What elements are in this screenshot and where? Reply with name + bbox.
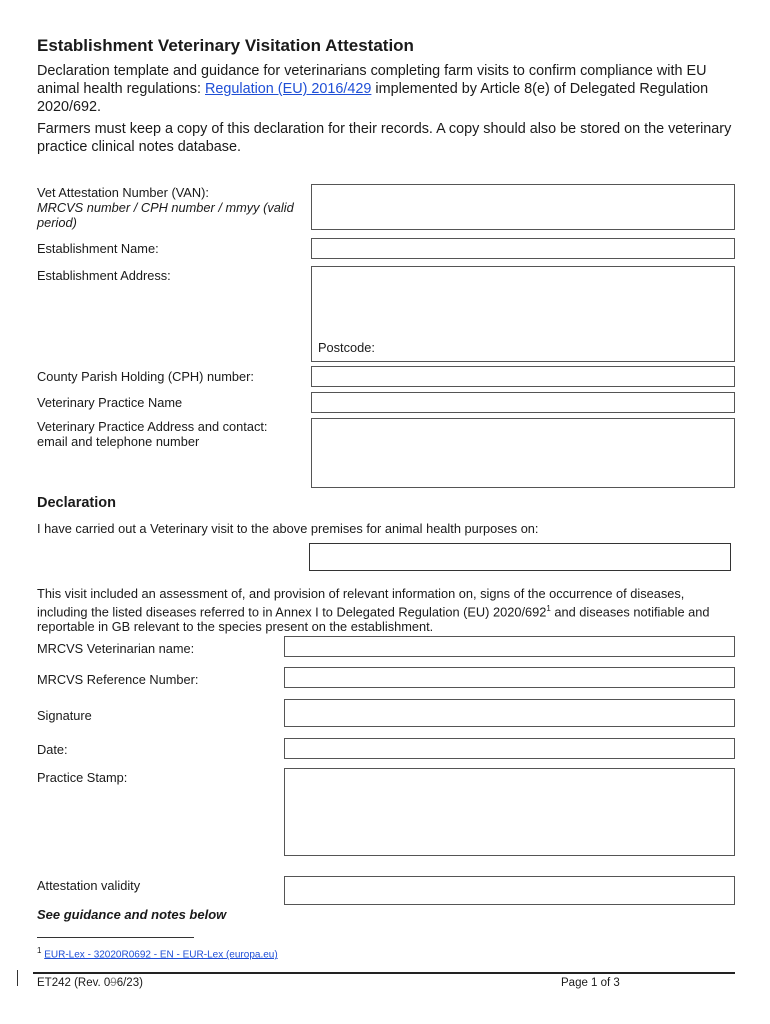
regulation-link[interactable]: Regulation (EU) 2016/429 — [205, 81, 372, 97]
date-input[interactable] — [284, 738, 735, 759]
page-title: Establishment Veterinary Visitation Attestation — [37, 36, 414, 55]
footnote — [37, 946, 278, 960]
vet-name-input[interactable] — [284, 636, 735, 657]
validity-label: Attestation validity — [37, 878, 141, 893]
establishment-name-input[interactable] — [311, 238, 735, 259]
practice-address-input[interactable] — [311, 418, 735, 488]
records-paragraph: Farmers must keep a copy of this declaration for their records. A copy should also be stored on the veterinary practice clinical notes database. — [37, 121, 732, 155]
declaration-heading: Declaration — [37, 495, 116, 511]
assessment-text-1: This visit included an assessment of, and provision of relevant information on, signs of the occurrence of diseases, including the listed diseases referred to in Annex I to Delegated Regulation (EU) 2020/692 — [37, 586, 685, 620]
form-ref-suffix: 6/23) — [116, 977, 143, 989]
van-label: Vet Attestation Number (VAN): — [37, 185, 209, 200]
signature-label: Signature — [37, 708, 92, 723]
guidance-note: See guidance and notes below — [37, 907, 227, 922]
assessment-text-2: and diseases notifiable and reportable in GB relevant to the species present on the establishment. — [37, 604, 710, 635]
form-ref-prefix: ET242 (Rev. 0 — [37, 977, 111, 989]
footnote-ref: 1 — [546, 604, 551, 613]
postcode-label: Postcode: — [318, 340, 375, 355]
cph-input[interactable] — [311, 366, 735, 387]
vet-name-label: MRCVS Veterinarian name: — [37, 641, 195, 656]
practice-name-input[interactable] — [311, 392, 735, 413]
footer-rule — [33, 972, 735, 974]
practice-name-label: Veterinary Practice Name — [37, 395, 183, 410]
reference-input[interactable] — [284, 667, 735, 688]
margin-change-bar — [17, 970, 18, 986]
intro-paragraph — [37, 62, 737, 116]
stamp-box[interactable] — [284, 768, 735, 856]
van-hint-text: MRCVS number / CPH number / mmyy (valid period) — [37, 200, 294, 230]
van-hint — [37, 200, 297, 230]
stamp-label: Practice Stamp: — [37, 770, 128, 785]
visit-date-input[interactable] — [309, 543, 731, 571]
assessment-paragraph — [37, 586, 737, 634]
date-label: Date: — [37, 742, 68, 757]
footnote-rule — [37, 937, 194, 938]
form-reference — [37, 977, 143, 989]
declaration-statement: I have carried out a Veterinary visit to the above premises for animal health purposes on: — [37, 521, 539, 536]
establishment-address-label: Establishment Address: — [37, 268, 171, 283]
establishment-name-label: Establishment Name: — [37, 241, 159, 256]
validity-input[interactable] — [284, 876, 735, 905]
page-number: Page 1 of 3 — [561, 977, 620, 989]
van-input[interactable] — [311, 184, 735, 230]
intro-text-1: Declaration template and guidance for veterinarians completing farm visits to confirm compliance with EU animal health regulations: — [37, 63, 707, 97]
intro-text-2: implemented by Article 8(e) of Delegated Regulation 2020/692. — [37, 81, 709, 115]
form-ref-struck: 9 — [110, 977, 117, 989]
cph-label: County Parish Holding (CPH) number: — [37, 369, 254, 384]
signature-input[interactable] — [284, 699, 735, 727]
eur-lex-link[interactable]: EUR-Lex - 32020R0692 - EN - EUR-Lex (europa.eu) — [44, 949, 278, 961]
footnote-number: 1 — [37, 946, 42, 955]
establishment-address-input[interactable] — [311, 266, 735, 362]
reference-label: MRCVS Reference Number: — [37, 672, 199, 687]
practice-address-label: Veterinary Practice Address and contact: email and telephone number — [37, 419, 268, 449]
